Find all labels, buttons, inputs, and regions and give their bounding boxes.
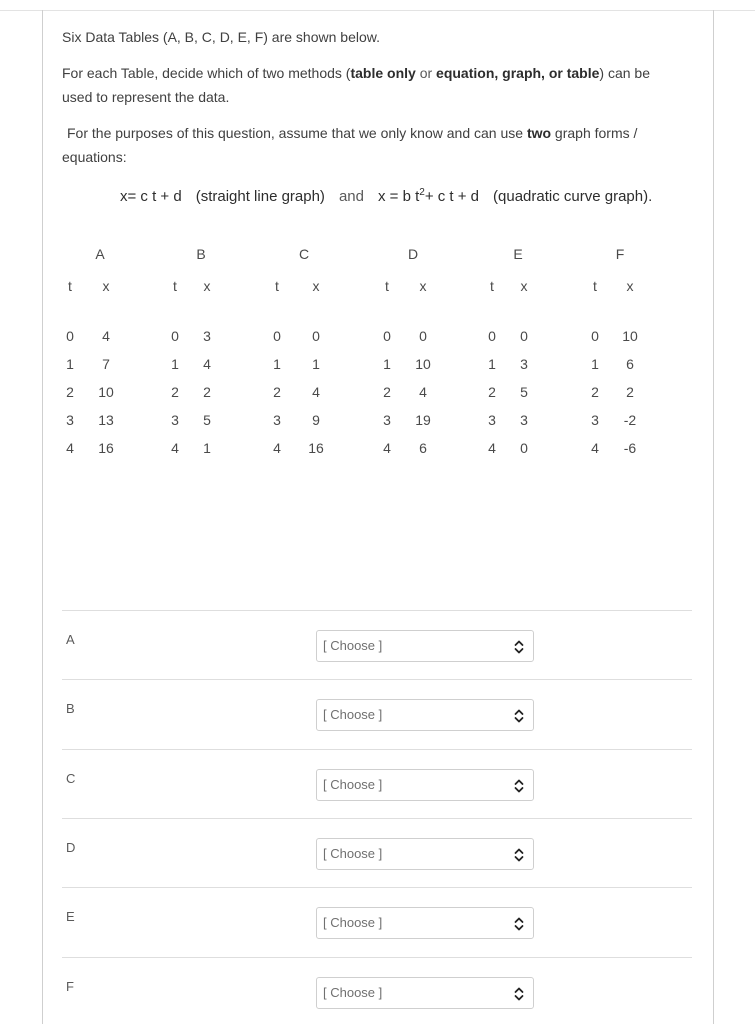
column-header-t: t (173, 278, 177, 294)
table-cell-x: 10 (622, 328, 638, 344)
answer-select-f[interactable] (316, 977, 534, 1009)
column-header-t: t (385, 278, 389, 294)
table-cell-t: 0 (383, 328, 391, 344)
table-cell-x: 2 (626, 384, 634, 400)
table-cell-t: 2 (591, 384, 599, 400)
table-cell-t: 3 (591, 412, 599, 428)
intro-text: For each Table, decide which of two methods ( (62, 65, 351, 81)
table-cell-x: 0 (520, 328, 528, 344)
table-cell-x: 6 (419, 440, 427, 456)
linear-description: (straight line graph) (195, 188, 325, 205)
table-cell-x: -2 (623, 412, 637, 428)
row-separator (62, 818, 692, 819)
intro-line-3 (62, 121, 662, 169)
answer-label: E (66, 909, 75, 924)
content-left-border (42, 10, 43, 1024)
table-cell-t: 1 (66, 356, 74, 372)
table-cell-x: 10 (415, 356, 431, 372)
table-cell-x: 6 (626, 356, 634, 372)
table-cell-t: 3 (383, 412, 391, 428)
column-header-x: x (419, 278, 427, 294)
column-header-t: t (68, 278, 72, 294)
column-header-t: t (490, 278, 494, 294)
table-cell-x: 16 (98, 440, 114, 456)
table-cell-t: 0 (66, 328, 74, 344)
table-cell-x: 10 (98, 384, 114, 400)
column-header-t: t (593, 278, 597, 294)
table-cell-x: 13 (98, 412, 114, 428)
intro-text: graph forms / equations: (62, 125, 638, 165)
up-down-chevron-icon (512, 707, 526, 725)
up-down-chevron-icon (512, 638, 526, 656)
table-cell-t: 3 (66, 412, 74, 428)
row-separator (62, 679, 692, 680)
table-cell-t: 1 (591, 356, 599, 372)
table-cell-x: 0 (312, 328, 320, 344)
table-cell-x: 3 (520, 356, 528, 372)
row-separator (62, 887, 692, 888)
table-cell-x: 4 (102, 328, 110, 344)
quadratic-equation: x = b t (377, 188, 420, 205)
table-cell-t: 1 (273, 356, 281, 372)
table-cell-t: 0 (171, 328, 179, 344)
table-cell-x: 4 (203, 356, 211, 372)
answer-label: B (66, 701, 75, 716)
table-cell-x: 4 (312, 384, 320, 400)
table-cell-t: 2 (66, 384, 74, 400)
table-cell-x: 1 (312, 356, 320, 372)
table-name: F (615, 246, 625, 262)
select-value: [ Choose ] (323, 915, 383, 930)
row-separator (62, 749, 692, 750)
option-equation-graph-table: equation, graph, or table (436, 65, 600, 81)
answer-select-b[interactable] (316, 699, 534, 731)
intro-line-1 (62, 25, 380, 49)
equations-line (62, 181, 677, 209)
table-cell-t: 2 (383, 384, 391, 400)
column-header-x: x (626, 278, 634, 294)
and-word: and (338, 188, 364, 205)
answer-select-a[interactable] (316, 630, 534, 662)
table-cell-x: -6 (623, 440, 637, 456)
answer-select-e[interactable] (316, 907, 534, 939)
quadratic-equation-rest: + c t + d (424, 188, 480, 205)
table-cell-t: 2 (273, 384, 281, 400)
table-cell-x: 0 (520, 440, 528, 456)
table-cell-x: 7 (102, 356, 110, 372)
table-cell-t: 3 (488, 412, 496, 428)
exponent: 2 (419, 187, 425, 198)
column-header-x: x (203, 278, 211, 294)
table-name: B (196, 246, 206, 262)
intro-text: Six Data Tables (A, B, C, D, E, F) are shown below. (62, 29, 380, 45)
emphasis-two: two (526, 125, 552, 141)
table-cell-t: 3 (273, 412, 281, 428)
answer-select-d[interactable] (316, 838, 534, 870)
table-cell-x: 5 (203, 412, 211, 428)
column-header-x: x (102, 278, 110, 294)
table-cell-t: 3 (171, 412, 179, 428)
table-name: E (513, 246, 523, 262)
up-down-chevron-icon (512, 915, 526, 933)
table-cell-x: 4 (419, 384, 427, 400)
table-cell-x: 9 (312, 412, 320, 428)
table-name: C (298, 246, 310, 262)
table-cell-x: 3 (520, 412, 528, 428)
intro-text: For the purposes of this question, assume that we only know and can use (67, 125, 527, 141)
table-cell-t: 4 (273, 440, 281, 456)
table-cell-x: 3 (203, 328, 211, 344)
intro-text: ) can be used to represent the data. (62, 65, 650, 105)
row-separator (62, 610, 692, 611)
row-separator (62, 957, 692, 958)
column-header-x: x (312, 278, 320, 294)
answer-select-c[interactable] (316, 769, 534, 801)
up-down-chevron-icon (512, 777, 526, 795)
up-down-chevron-icon (512, 846, 526, 864)
table-cell-t: 4 (383, 440, 391, 456)
table-cell-x: 0 (419, 328, 427, 344)
table-name: D (407, 246, 419, 262)
select-value: [ Choose ] (323, 985, 383, 1000)
table-cell-t: 2 (488, 384, 496, 400)
select-value: [ Choose ] (323, 638, 383, 653)
table-cell-t: 4 (591, 440, 599, 456)
table-cell-t: 0 (273, 328, 281, 344)
option-table-only: table only (350, 65, 416, 81)
table-cell-x: 16 (308, 440, 324, 456)
select-value: [ Choose ] (323, 846, 383, 861)
intro-text: or (415, 65, 437, 81)
answer-label: C (66, 771, 76, 786)
table-cell-t: 4 (66, 440, 74, 456)
table-cell-t: 0 (591, 328, 599, 344)
answer-label: F (66, 979, 74, 994)
content-right-border (713, 10, 714, 1024)
table-cell-t: 0 (488, 328, 496, 344)
table-cell-x: 2 (203, 384, 211, 400)
table-cell-t: 4 (488, 440, 496, 456)
column-header-x: x (520, 278, 528, 294)
table-cell-t: 1 (488, 356, 496, 372)
select-value: [ Choose ] (323, 777, 383, 792)
page-top-border (0, 10, 755, 11)
table-cell-t: 4 (171, 440, 179, 456)
table-cell-x: 5 (520, 384, 528, 400)
table-name: A (95, 246, 105, 262)
quadratic-description: (quadratic curve graph). (493, 188, 653, 205)
table-cell-t: 2 (171, 384, 179, 400)
intro-line-2 (62, 61, 662, 109)
table-cell-t: 1 (171, 356, 179, 372)
table-cell-t: 1 (383, 356, 391, 372)
up-down-chevron-icon (512, 985, 526, 1003)
linear-equation: x= c t + d (120, 188, 182, 205)
table-cell-x: 1 (203, 440, 211, 456)
select-value: [ Choose ] (323, 707, 383, 722)
answer-label: D (66, 840, 76, 855)
column-header-t: t (275, 278, 279, 294)
answer-label: A (66, 632, 75, 647)
table-cell-x: 19 (415, 412, 431, 428)
